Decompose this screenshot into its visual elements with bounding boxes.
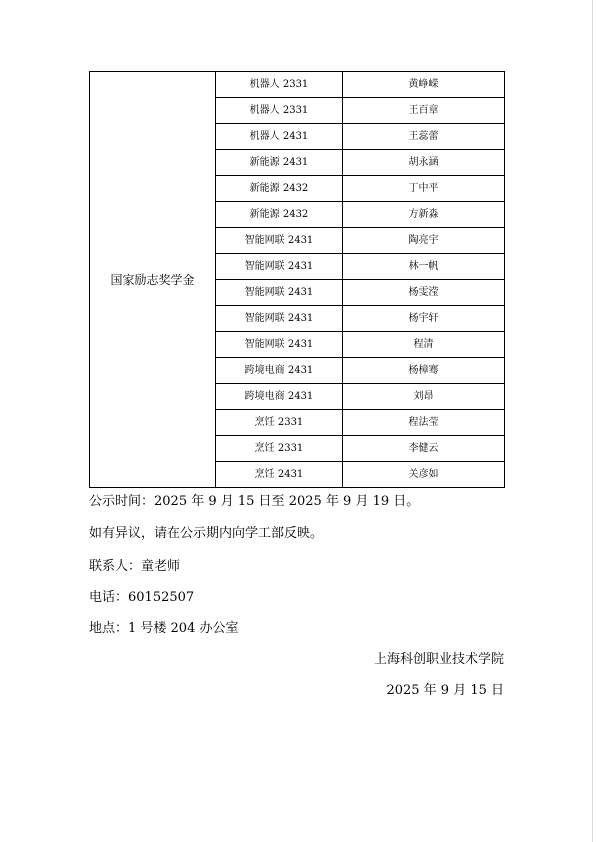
table-row: [90, 72, 505, 98]
student-name-cell: 杨樟骞: [343, 358, 505, 384]
notice-location: 地点：1 号楼 204 办公室: [89, 621, 239, 636]
student-name-cell: 刘昂: [343, 384, 505, 410]
class-name-cell: 智能网联 2431: [216, 332, 343, 358]
class-name-cell: 烹饪 2331: [216, 410, 343, 436]
class-name-cell: 智能网联 2431: [216, 306, 343, 332]
class-name-cell: 智能网联 2431: [216, 228, 343, 254]
class-name-cell: 新能源 2432: [216, 176, 343, 202]
class-name-cell: 机器人 2331: [216, 98, 343, 124]
student-name-cell: 黄峥嵘: [343, 72, 505, 98]
page-edge: [592, 0, 593, 842]
student-name-cell: 程法莹: [343, 410, 505, 436]
student-name-cell: 陶亮宇: [343, 228, 505, 254]
award-name-cell: 国家励志奖学金: [90, 72, 216, 488]
award-list-table: [89, 71, 505, 488]
class-name-cell: 机器人 2431: [216, 124, 343, 150]
student-name-cell: 王百章: [343, 98, 505, 124]
student-name-cell: 丁中平: [343, 176, 505, 202]
student-name-cell: 杨雯滢: [343, 280, 505, 306]
class-name-cell: 烹饪 2331: [216, 436, 343, 462]
class-name-cell: 跨境电商 2431: [216, 358, 343, 384]
class-name-cell: 跨境电商 2431: [216, 384, 343, 410]
notice-contact: 联系人：童老师: [89, 559, 181, 574]
signature-organization: 上海科创职业技术学院: [373, 652, 504, 667]
class-name-cell: 智能网联 2431: [216, 254, 343, 280]
student-name-cell: 林一帆: [343, 254, 505, 280]
class-name-cell: 烹饪 2431: [216, 462, 343, 488]
student-name-cell: 方新淼: [343, 202, 505, 228]
student-name-cell: 王蕊蕾: [343, 124, 505, 150]
student-name-cell: 杨宇轩: [343, 306, 505, 332]
class-name-cell: 智能网联 2431: [216, 280, 343, 306]
notice-objection: 如有异议，请在公示期内向学工部反映。: [89, 526, 324, 541]
signature-date: 2025 年 9 月 15 日: [386, 683, 504, 698]
student-name-cell: 关彦如: [343, 462, 505, 488]
student-name-cell: 程清: [343, 332, 505, 358]
class-name-cell: 新能源 2431: [216, 150, 343, 176]
notice-phone: 电话：60152507: [89, 590, 195, 605]
student-name-cell: 胡永涵: [343, 150, 505, 176]
class-name-cell: 新能源 2432: [216, 202, 343, 228]
award-list-body: [90, 72, 505, 488]
student-name-cell: 李健云: [343, 436, 505, 462]
class-name-cell: 机器人 2331: [216, 72, 343, 98]
notice-period: 公示时间：2025 年 9 月 15 日至 2025 年 9 月 19 日。: [89, 494, 420, 509]
